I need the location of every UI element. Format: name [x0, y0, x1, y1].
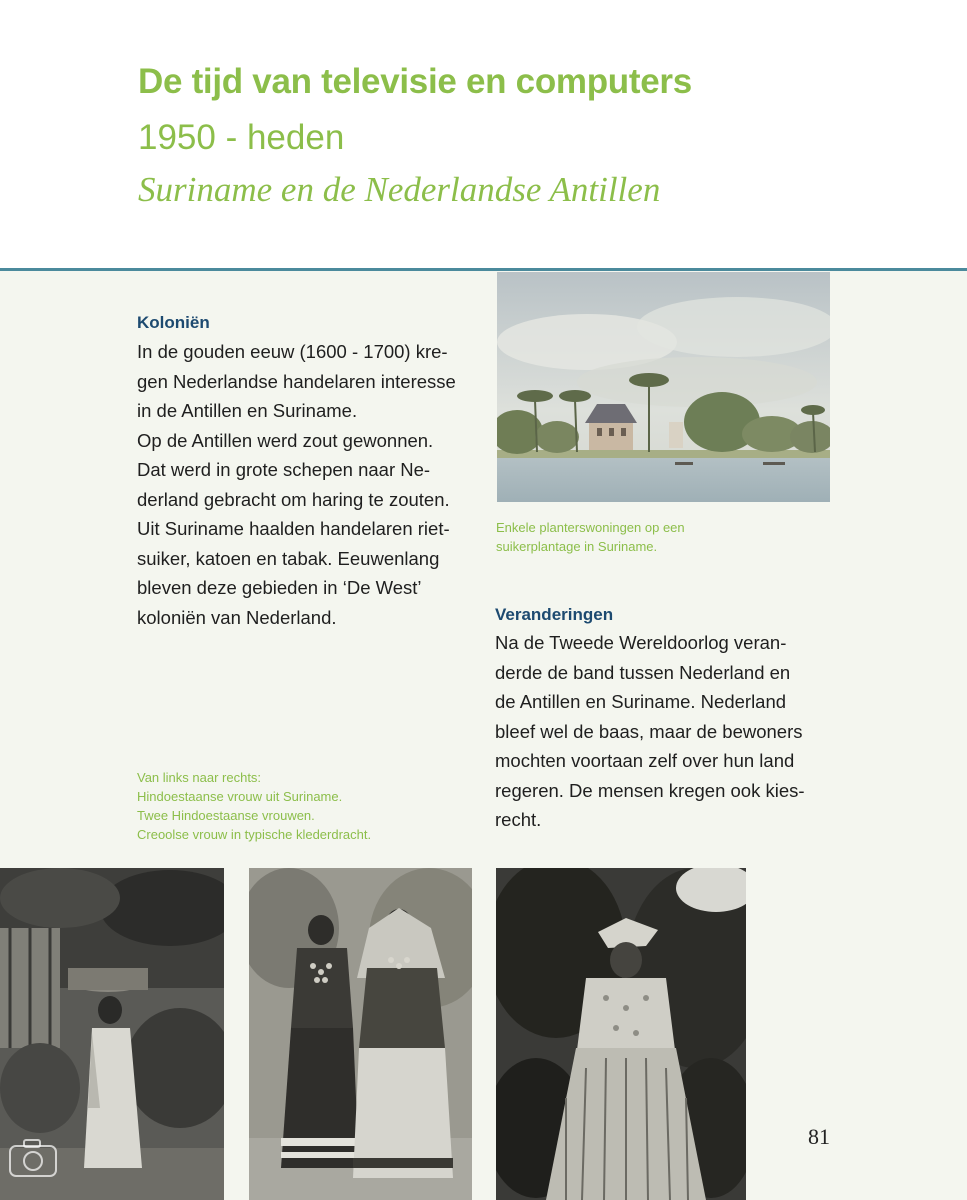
- chapter-title: De tijd van televisie en computers: [138, 62, 692, 101]
- kolonien-line: suiker, katoen en tabak. Eeuwenlang: [137, 547, 440, 569]
- page-number: 81: [808, 1124, 830, 1149]
- plantation-caption: [496, 518, 685, 556]
- photo-creoolse-vrouw: [496, 868, 746, 1200]
- women-caption: [137, 768, 371, 844]
- plantation-painting: [497, 272, 830, 502]
- veranderingen-heading: Veranderingen: [495, 605, 614, 624]
- kolonien-line: In de gouden eeuw (1600 - 1700) kre-: [137, 341, 448, 362]
- kolonien-line: Dat werd in grote schepen naar Ne-: [137, 459, 431, 480]
- chapter-subtitle: Suriname en de Nederlandse Antillen: [138, 170, 661, 209]
- kolonien-line: bleven deze gebieden in ‘De West’: [137, 577, 422, 598]
- caption-line: Hindoestaanse vrouw uit Suriname.: [137, 789, 343, 804]
- caption-line: suikerplantage in Suriname.: [496, 539, 658, 554]
- veranderingen-line: Na de Tweede Wereldoorlog veran-: [495, 632, 787, 653]
- camera-icon: [4, 1134, 64, 1186]
- veranderingen-line: recht.: [495, 809, 542, 830]
- veranderingen-line: regeren. De mensen kregen ook kies-: [495, 779, 805, 801]
- kolonien-line: Uit Suriname haalden handelaren riet-: [137, 518, 450, 539]
- kolonien-line: Op de Antillen werd zout gewonnen.: [137, 429, 434, 451]
- kolonien-line: gen Nederlandse handelaren interesse: [137, 370, 456, 392]
- veranderingen-line: mochten voortaan zelf over hun land: [495, 750, 795, 771]
- photo-twee-hindoestaanse-vrouwen: [249, 868, 472, 1200]
- kolonien-heading: Koloniën: [137, 313, 210, 332]
- page-header: [0, 0, 967, 268]
- kolonien-line: derland gebracht om haring te zouten.: [137, 488, 450, 510]
- caption-line: Van links naar rechts:: [137, 770, 262, 785]
- caption-line: Creoolse vrouw in typische klederdracht.: [137, 827, 372, 842]
- veranderingen-paragraph: [495, 628, 805, 835]
- veranderingen-line: bleef wel de baas, maar de bewoners: [495, 720, 803, 742]
- chapter-period: 1950 - heden: [138, 118, 345, 157]
- kolonien-line: in de Antillen en Suriname.: [137, 400, 358, 421]
- veranderingen-line: derde de band tussen Nederland en: [495, 661, 791, 683]
- veranderingen-line: de Antillen en Suriname. Nederland: [495, 691, 787, 712]
- kolonien-line: koloniën van Nederland.: [137, 606, 337, 628]
- kolonien-paragraph: [137, 337, 456, 632]
- caption-line: Twee Hindoestaanse vrouwen.: [137, 808, 315, 823]
- caption-line: Enkele planterswoningen op een: [496, 520, 685, 535]
